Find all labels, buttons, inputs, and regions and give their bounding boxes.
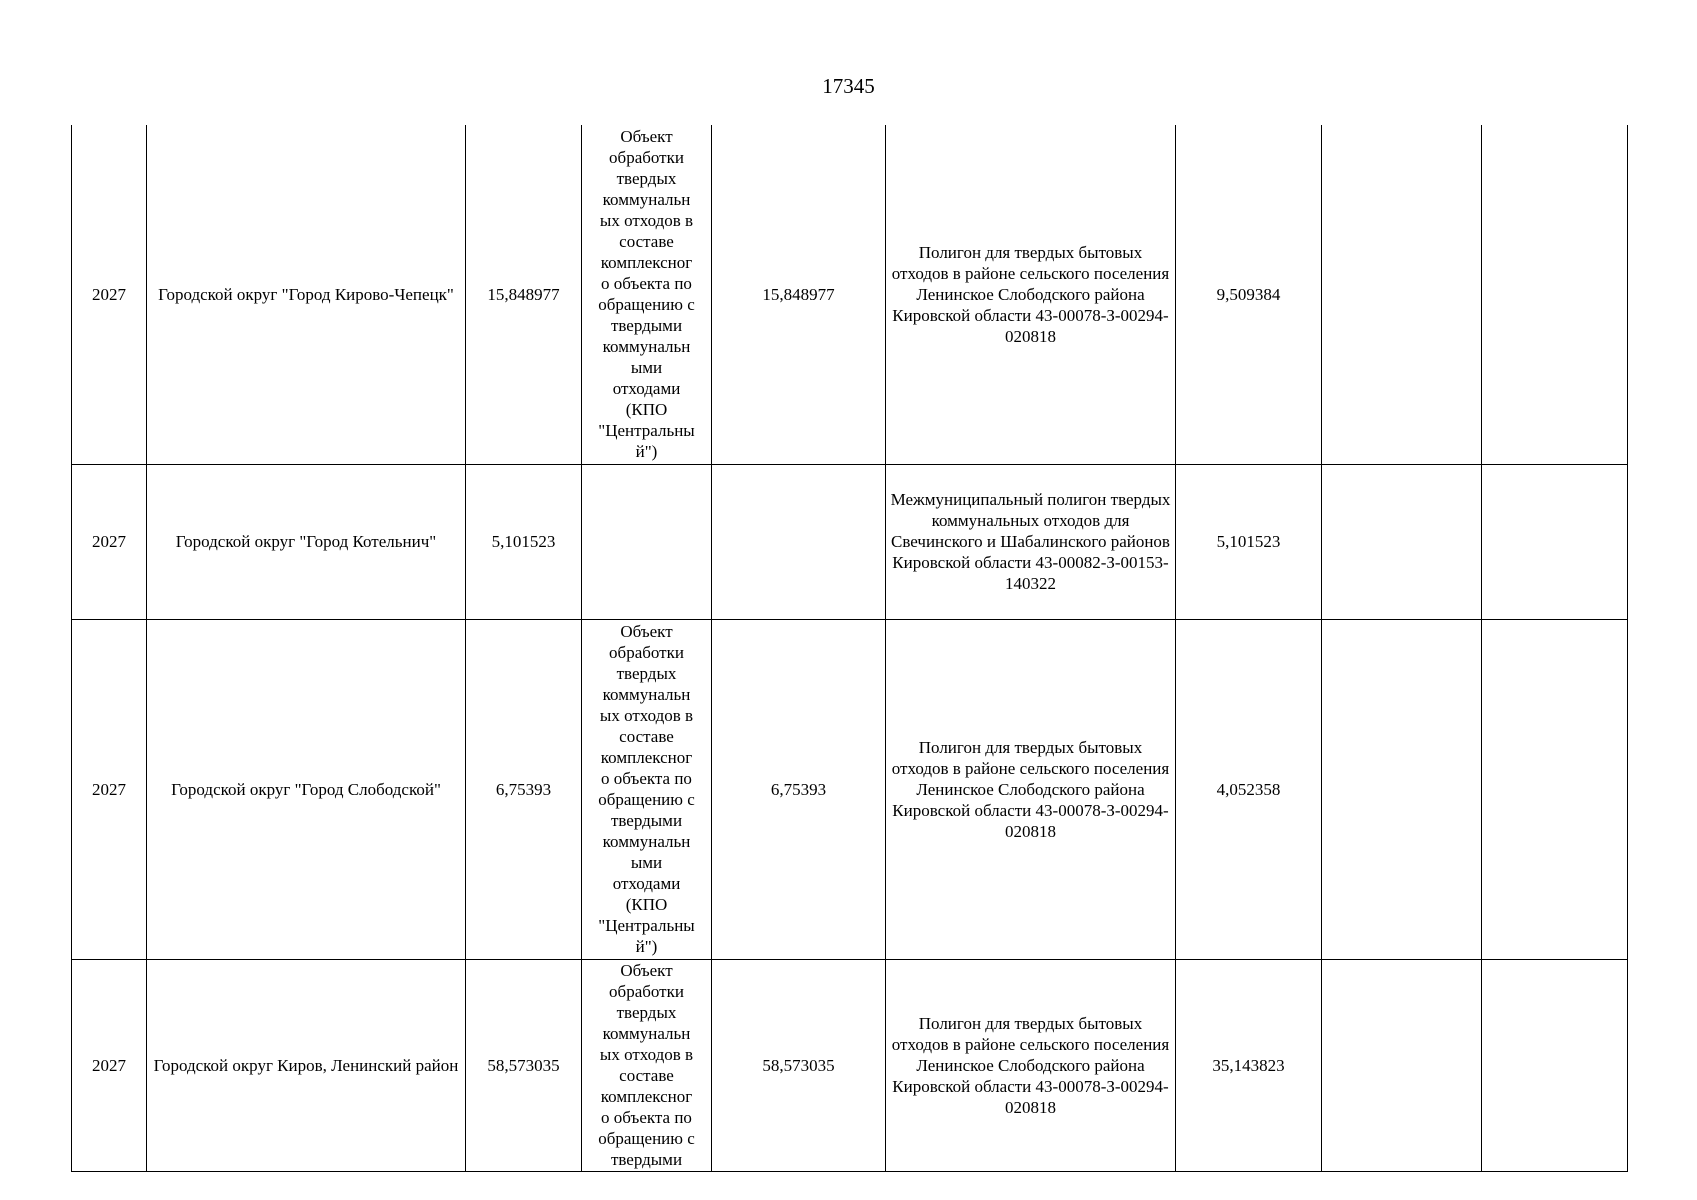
processing-object-cell bbox=[582, 464, 712, 619]
empty-cell bbox=[1482, 464, 1628, 619]
processing-object-cell: Объект обработки твердых коммунальн ых отходов в составе комплексног о объекта по обращению с твердыми bbox=[582, 959, 712, 1171]
year-cell: 2027 bbox=[72, 464, 147, 619]
processing-mass-cell bbox=[712, 464, 886, 619]
year-cell: 2027 bbox=[72, 959, 147, 1171]
table-row bbox=[72, 959, 1628, 1171]
disposal-object-cell: Полигон для твердых бытовых отходов в районе сельского поселения Ленинское Слободского района Кировской области 43-00078-З-00294-020818 bbox=[886, 959, 1176, 1171]
disposal-mass-cell: 9,509384 bbox=[1176, 125, 1322, 464]
table-row bbox=[72, 125, 1628, 464]
processing-mass-cell: 58,573035 bbox=[712, 959, 886, 1171]
total-mass-cell: 6,75393 bbox=[466, 619, 582, 959]
municipality-cell: Городской округ "Город Котельнич" bbox=[147, 464, 466, 619]
table-row bbox=[72, 619, 1628, 959]
disposal-object-cell: Полигон для твердых бытовых отходов в районе сельского поселения Ленинское Слободского района Кировской области 43-00078-З-00294-020818 bbox=[886, 125, 1176, 464]
municipality-cell: Городской округ "Город Кирово-Чепецк" bbox=[147, 125, 466, 464]
total-mass-cell: 5,101523 bbox=[466, 464, 582, 619]
processing-object-cell: Объект обработки твердых коммунальн ых отходов в составе комплексног о объекта по обращению с твердыми коммунальн ыми отходами (КПО "Центральны й") bbox=[582, 619, 712, 959]
disposal-mass-cell: 5,101523 bbox=[1176, 464, 1322, 619]
waste-flow-table bbox=[71, 125, 1628, 1172]
total-mass-cell: 58,573035 bbox=[466, 959, 582, 1171]
empty-cell bbox=[1322, 464, 1482, 619]
empty-cell bbox=[1322, 619, 1482, 959]
year-cell: 2027 bbox=[72, 125, 147, 464]
processing-mass-cell: 15,848977 bbox=[712, 125, 886, 464]
municipality-cell: Городской округ Киров, Ленинский район bbox=[147, 959, 466, 1171]
empty-cell bbox=[1322, 959, 1482, 1171]
processing-object-cell: Объект обработки твердых коммунальн ых отходов в составе комплексног о объекта по обращению с твердыми коммунальн ыми отходами (КПО "Центральны й") bbox=[582, 125, 712, 464]
disposal-object-cell: Межмуниципальный полигон твердых коммунальных отходов для Свечинского и Шабалинского районов Кировской области 43-00082-З-00153-140322 bbox=[886, 464, 1176, 619]
processing-mass-cell: 6,75393 bbox=[712, 619, 886, 959]
empty-cell bbox=[1482, 959, 1628, 1171]
page-number: 17345 bbox=[822, 74, 875, 98]
disposal-mass-cell: 4,052358 bbox=[1176, 619, 1322, 959]
empty-cell bbox=[1322, 125, 1482, 464]
disposal-mass-cell: 35,143823 bbox=[1176, 959, 1322, 1171]
empty-cell bbox=[1482, 125, 1628, 464]
disposal-object-cell: Полигон для твердых бытовых отходов в районе сельского поселения Ленинское Слободского района Кировской области 43-00078-З-00294-020818 bbox=[886, 619, 1176, 959]
empty-cell bbox=[1482, 619, 1628, 959]
municipality-cell: Городской округ "Город Слободской" bbox=[147, 619, 466, 959]
year-cell: 2027 bbox=[72, 619, 147, 959]
total-mass-cell: 15,848977 bbox=[466, 125, 582, 464]
table-row bbox=[72, 464, 1628, 619]
